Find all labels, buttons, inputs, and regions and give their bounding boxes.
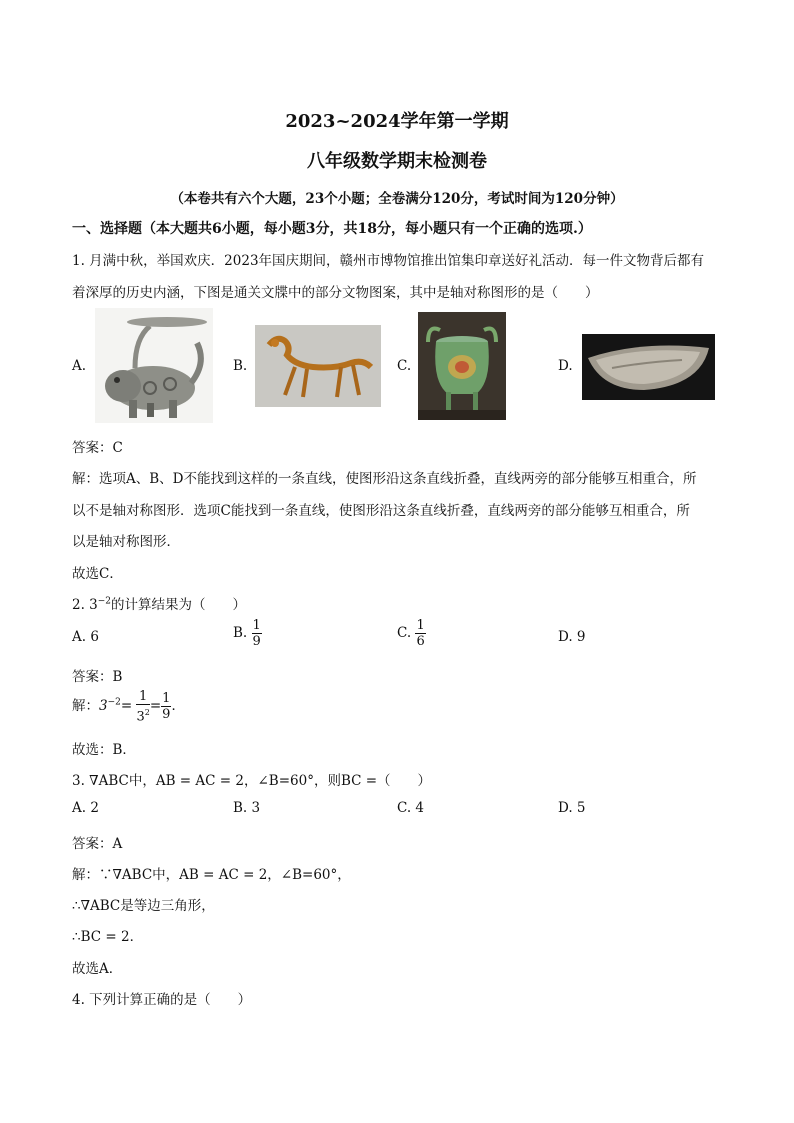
fraction-numerator: 1 [416,618,425,633]
q3-answer: 答案：A [72,836,123,852]
q1-conclusion: 故选C． [72,566,123,582]
q3-stem: 3. ∇ABC中，AB = AC = 2，∠B=60°，则BC =（ ） [72,773,432,789]
bronze-tiger-icon [95,308,213,423]
q1-solution-line2: 以不是轴对称图形．选项C能找到一条直线，使图形沿这条直线折叠，直线两旁的部分能够互相重合，所 [72,503,690,519]
fraction-numerator: 1 [252,618,261,633]
q2-exponent: −2 [97,596,112,607]
exam-note: （本卷共有六个大题，23个小题；全卷满分120分，考试时间为120分钟） [170,191,624,207]
q1-stem-line1: 1. 月满中秋，举国欢庆．2023年国庆期间，赣州市博物馆推出馆集印章送好礼活动．每一件文物背后都有 [72,253,705,269]
q1-option-c-image [418,312,506,420]
q2-option-c-fraction [415,618,425,649]
q3-solution-line2: ∴∇ABC是等边三角形， [72,898,215,914]
q2-option-b [233,618,262,649]
silver-bowl-icon [582,334,715,400]
incense-burner-icon [418,312,506,420]
q2-solution-base: 3 [99,698,108,715]
fraction-denominator: 9 [162,707,171,723]
q2-option-b-fraction [252,618,262,649]
q1-option-b-image [255,325,381,407]
q2-option-c [397,618,426,649]
q2-answer: 答案：B [72,669,123,685]
q2-solution-prefix: 解： [72,698,99,715]
q2-stem-suffix: 的计算结果为（ ） [111,597,247,613]
q2-solution-eq2: = [149,698,162,715]
golden-dragon-icon [255,325,381,407]
q1-solution-line3: 以是轴对称图形． [72,534,180,550]
q2-stem [72,593,246,613]
q2-option-b-label: B. [233,625,248,641]
q2-stem-prefix: 2. [72,597,90,613]
exam-title: 2023~2024学年第一学期 [285,111,509,132]
q3-conclusion: 故选A． [72,961,123,977]
q2-option-a: A. 6 [72,629,99,645]
q1-option-b-label: B. [233,358,248,374]
q3-solution-line3: ∴BC = 2． [72,929,144,945]
q2-solution-eq: = [120,698,133,715]
q2-solution-fraction1 [136,689,149,724]
q1-answer: 答案：C [72,440,123,456]
q3-option-d: D. 5 [558,800,586,816]
q2-option-c-label: C. [397,625,412,641]
exam-subtitle: 八年级数学期末检测卷 [307,151,487,172]
fraction-denominator: 6 [416,634,425,649]
q2-solution-end: ． [171,698,185,715]
q3-solution-line1: 解：∵∇ABC中，AB = AC = 2，∠B=60°， [72,867,351,883]
q3-option-c: C. 4 [397,800,425,816]
q2-solution [72,689,185,724]
q1-option-c-label: C. [397,358,412,374]
fraction-denominator: $3^2$ [136,708,150,725]
q2-conclusion: 故选：B． [72,742,136,758]
q3-option-a: A. 2 [72,800,99,816]
q3-option-b: B. 3 [233,800,261,816]
q2-solution-fraction2 [161,691,171,722]
q4-stem: 4. 下列计算正确的是（ ） [72,992,252,1008]
q2-option-d: D. 9 [558,629,586,645]
q1-option-d-image [582,334,715,400]
q1-stem-line2: 着深厚的历史内涵，下图是通关文牒中的部分文物图案，其中是轴对称图形的是（ ） [72,285,599,301]
q2-base: 3 [89,597,98,613]
fraction-numerator: 1 [136,689,149,705]
section-heading: 一、选择题（本大题共6小题，每小题3分，共18分，每小题只有一个正确的选项.） [72,221,592,237]
fraction-denominator: 9 [252,634,261,649]
q2-solution-exp: −2 [107,697,121,708]
q1-option-a-label: A. [72,358,87,374]
q1-solution-line1: 解：选项A、B、D不能找到这样的一条直线，使图形沿这条直线折叠，直线两旁的部分能够互相重合，所 [72,471,697,487]
q1-option-a-image [95,308,213,423]
q1-option-d-label: D. [558,358,573,374]
fraction-numerator: 1 [162,691,171,707]
